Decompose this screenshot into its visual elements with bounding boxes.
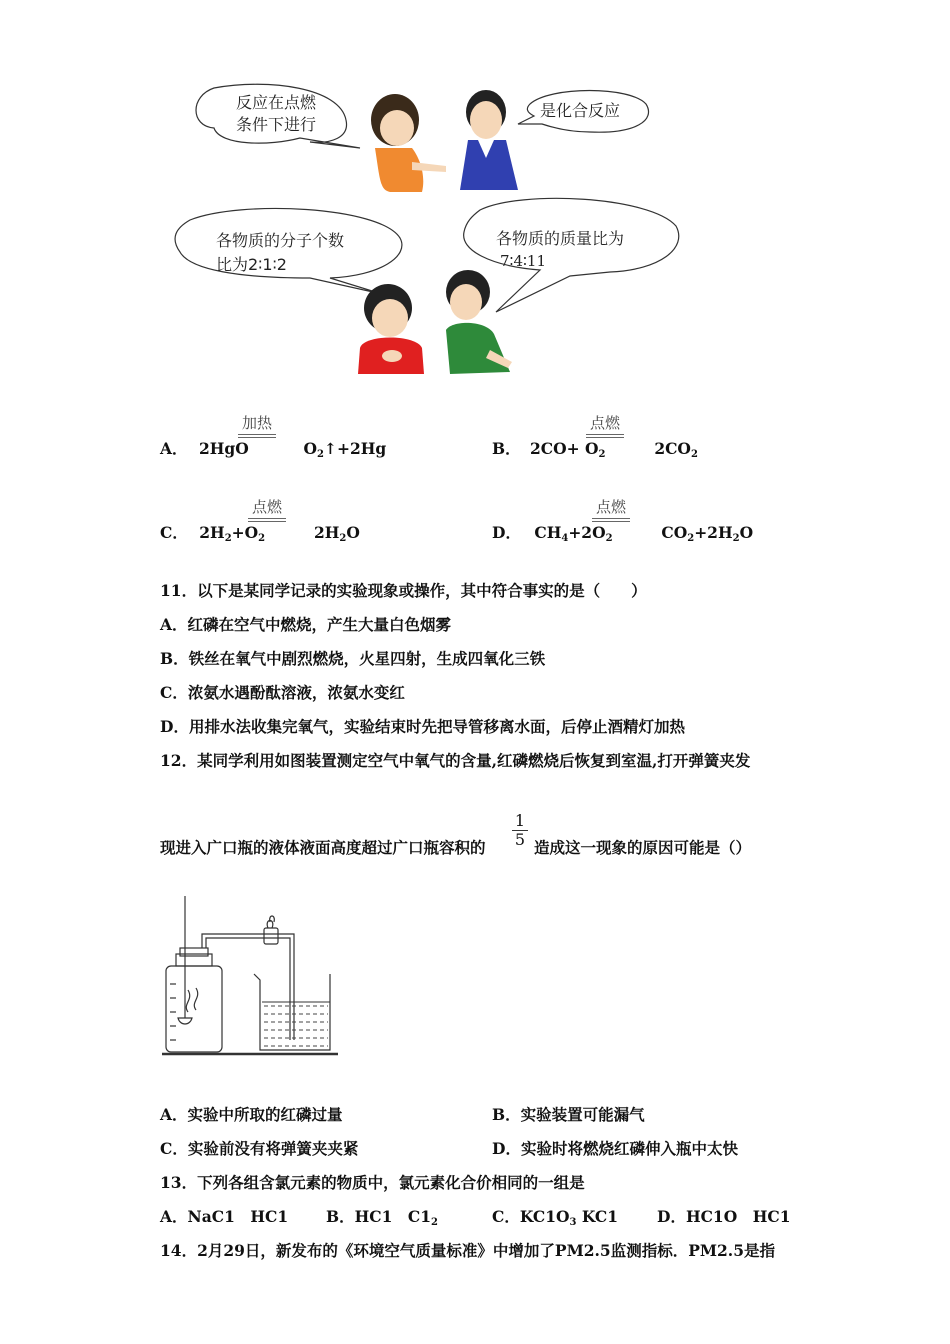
question-13-option-b: B．HC1 $C1_2$ — [326, 1207, 438, 1228]
option-label: B． — [492, 439, 521, 458]
fraction-denominator: 5 — [514, 830, 526, 849]
equals-sign — [248, 518, 286, 522]
products: $2CO_2$ — [654, 439, 698, 460]
question-12-stem-line-2-post: 造成这一现象的原因可能是（） — [534, 838, 752, 857]
option-label: A． — [160, 439, 188, 458]
question-13-option-c: C．$KC1O_3$ KC1 — [492, 1207, 619, 1228]
reactants: $CH_4+2O_2$ — [534, 523, 613, 544]
question-13-option-d: D．HC1O HC1 — [657, 1207, 791, 1226]
question-13-option-a: A．NaC1 HC1 — [160, 1207, 289, 1226]
products: $O_2↑+2Hg$ — [303, 439, 387, 460]
fraction-one-fifth — [512, 812, 528, 849]
cartoon-illustration — [150, 80, 690, 380]
reactants: 2HgO — [198, 439, 249, 458]
question-12-stem-line-2-pre: 现进入广口瓶的液体液面高度超过广口瓶容积的 — [160, 838, 486, 857]
option-a-equation — [160, 437, 386, 460]
bubble-2-text: 是化合反应 — [540, 101, 621, 120]
girl-figure — [371, 94, 446, 192]
equals-sign — [592, 518, 630, 522]
question-13-stem: 13．下列各组含氯元素的物质中，氯元素化合价相同的一组是 — [160, 1173, 585, 1192]
bubble-1-line-1: 反应在点燃 — [236, 93, 317, 112]
bubble-4-line-2: 7∶4∶11 — [500, 252, 546, 270]
boy-figure-1 — [460, 90, 518, 190]
question-11-stem: 11．以下是某同学记录的实验现象或操作，其中符合事实的是（ ） — [160, 581, 647, 600]
question-11-option-a: A．红磷在空气中燃烧，产生大量白色烟雾 — [160, 615, 452, 634]
bubble-1-line-2: 条件下进行 — [236, 115, 317, 134]
speech-bubble-4 — [464, 198, 679, 312]
option-label: C． — [160, 523, 188, 542]
reactants: $2H_2+O_2$ — [199, 523, 266, 544]
products: $CO_2+2H_2O$ — [661, 523, 754, 544]
question-12-option-c: C．实验前没有将弹簧夹夹紧 — [160, 1139, 359, 1158]
question-12-stem-line-1: 12．某同学利用如图装置测定空气中氧气的含量,红磷燃烧后恢复到室温,打开弹簧夹发 — [160, 751, 751, 770]
apparatus-diagram — [158, 892, 340, 1058]
option-b-equation — [492, 437, 698, 460]
question-11-option-b: B．铁丝在氧气中剧烈燃烧，火星四射，生成四氧化三铁 — [160, 649, 546, 668]
option-label: D． — [492, 523, 521, 542]
products: $2H_2O$ — [313, 523, 360, 544]
condition-a: 加热 — [238, 412, 276, 438]
bubble-4-line-1: 各物质的质量比为 — [496, 229, 625, 248]
option-c-equation — [160, 521, 360, 544]
condition-d: 点燃 — [592, 496, 630, 522]
boy-figure-2 — [358, 284, 424, 374]
condition-c: 点燃 — [248, 496, 286, 522]
fraction-numerator: 1 — [514, 811, 526, 830]
option-d-equation — [492, 521, 753, 544]
boy-figure-3 — [446, 270, 512, 374]
reactants: $2CO+ O_2$ — [530, 439, 606, 460]
bubble-3-line-1: 各物质的分子个数 — [216, 231, 345, 250]
question-12-option-d: D．实验时将燃烧红磷伸入瓶中太快 — [492, 1139, 738, 1158]
question-12-option-a: A．实验中所取的红磷过量 — [160, 1105, 343, 1124]
condition-b: 点燃 — [586, 412, 624, 438]
equals-sign — [586, 434, 624, 438]
question-12-option-b: B．实验装置可能漏气 — [492, 1105, 645, 1124]
bubble-3-line-2: 比为2∶1∶2 — [216, 255, 287, 274]
question-14-stem: 14．2月29日，新发布的《环境空气质量标准》中增加了PM2.5监测指标．PM2.5是指 — [160, 1241, 775, 1260]
question-11-option-d: D．用排水法收集完氧气，实验结束时先把导管移离水面，后停止酒精灯加热 — [160, 717, 685, 736]
question-11-option-c: C．浓氨水遇酚酞溶液，浓氨水变红 — [160, 683, 405, 702]
speech-bubble-3 — [175, 208, 402, 294]
equals-sign — [238, 434, 276, 438]
apparatus-svg — [158, 892, 340, 1058]
